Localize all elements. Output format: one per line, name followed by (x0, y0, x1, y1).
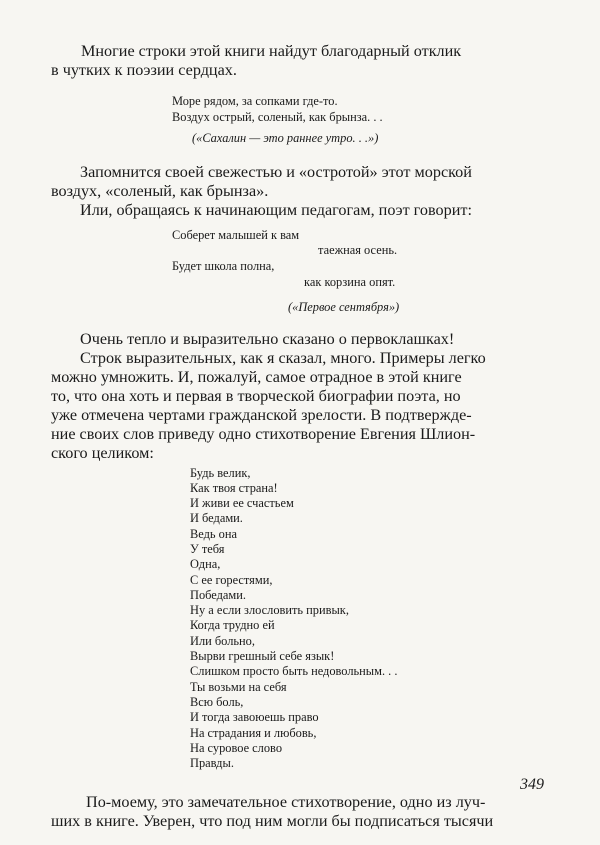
paragraph: Очень тепло и выразительно сказано о первоклашках! (80, 329, 455, 348)
paragraph-line: можно умножить. И, пожалуй, самое отрадное в этой книге (51, 367, 462, 386)
poem-line: Вырви грешный себе язык! (190, 649, 335, 664)
poem-line: Море рядом, за сопками где-то. (172, 94, 338, 108)
paragraph-line: ние своих слов приведу одно стихотворение Евгения Шлион- (51, 424, 476, 443)
paragraph (51, 793, 550, 831)
poem-line: И живи ее счастьем (190, 496, 294, 511)
paragraph-line: ского целиком: (51, 443, 154, 462)
poem-excerpt (172, 94, 550, 147)
poem-line: И бедами. (190, 511, 243, 526)
page-number: 349 (520, 776, 544, 793)
poem-line: У тебя (190, 541, 225, 556)
paragraph-line: Строк выразительных, как я сказал, много. Примеры легко (80, 348, 486, 367)
paragraph-line: уже отмечена чертами гражданской зрелости. В подтвержде- (51, 405, 472, 424)
paragraph-line: в чутких к поэзии сердцах. (51, 61, 237, 79)
paragraph (51, 42, 550, 80)
poem-line: Ну а если злословить привык, (190, 603, 349, 618)
poem-excerpt (172, 228, 550, 302)
poem-line: Ведь она (190, 526, 237, 541)
poem-line: На страдания и любовь, (190, 725, 317, 740)
poem-line: таежная осень. (318, 242, 398, 257)
paragraph-line: По-моему, это замечательное стихотворение, одно из луч- (86, 793, 486, 812)
poem-line: Или больно, (190, 633, 255, 648)
paragraph-line: воздух, «соленый, как брынза». (51, 181, 269, 200)
poem-line: Победами. (190, 587, 246, 602)
poem-line: как корзина опят. (304, 274, 396, 289)
paragraph-line: Запомнится своей свежестью и «остротой» этот морской (80, 162, 472, 181)
poem-source: («Первое сентября») (288, 299, 400, 314)
poem-line: Соберет малышей к вам (172, 227, 300, 242)
poem-line: Всю боль, (190, 694, 244, 709)
paragraph (51, 348, 550, 463)
paragraph-line: ших в книге. Уверен, что под ним могли бы подписаться тысячи (51, 812, 494, 831)
poem-line: Когда трудно ей (190, 618, 275, 633)
poem-line: Будь велик, (190, 465, 251, 480)
poem-line: Воздух острый, соленый, как брынза. . . (172, 109, 383, 124)
poem-line: На суровое слово (190, 740, 283, 755)
poem-line: Одна, (190, 557, 221, 572)
poem-line: Правды. (190, 756, 234, 771)
paragraph (51, 162, 550, 201)
poem-line: Как твоя страна! (190, 480, 278, 495)
poem-line: Ты возьми на себя (190, 679, 287, 694)
paragraph-line: то, что она хоть и первая в творческой биографии поэта, но (51, 386, 461, 405)
page-text (51, 40, 550, 831)
poem-full (190, 466, 550, 772)
poem-line: Слишком просто быть недовольным. . . (190, 664, 398, 679)
poem-line: Будет школа полна, (172, 258, 275, 273)
paragraph-line: Многие строки этой книги найдут благодарный отклик (81, 42, 462, 60)
poem-line: И тогда завоюешь право (190, 710, 319, 725)
paragraph: Или, обращаясь к начинающим педагогам, поэт говорит: (80, 200, 472, 219)
poem-source: («Сахалин — это раннее утро. . .») (192, 131, 379, 145)
poem-line: С ее горестями, (190, 572, 273, 587)
